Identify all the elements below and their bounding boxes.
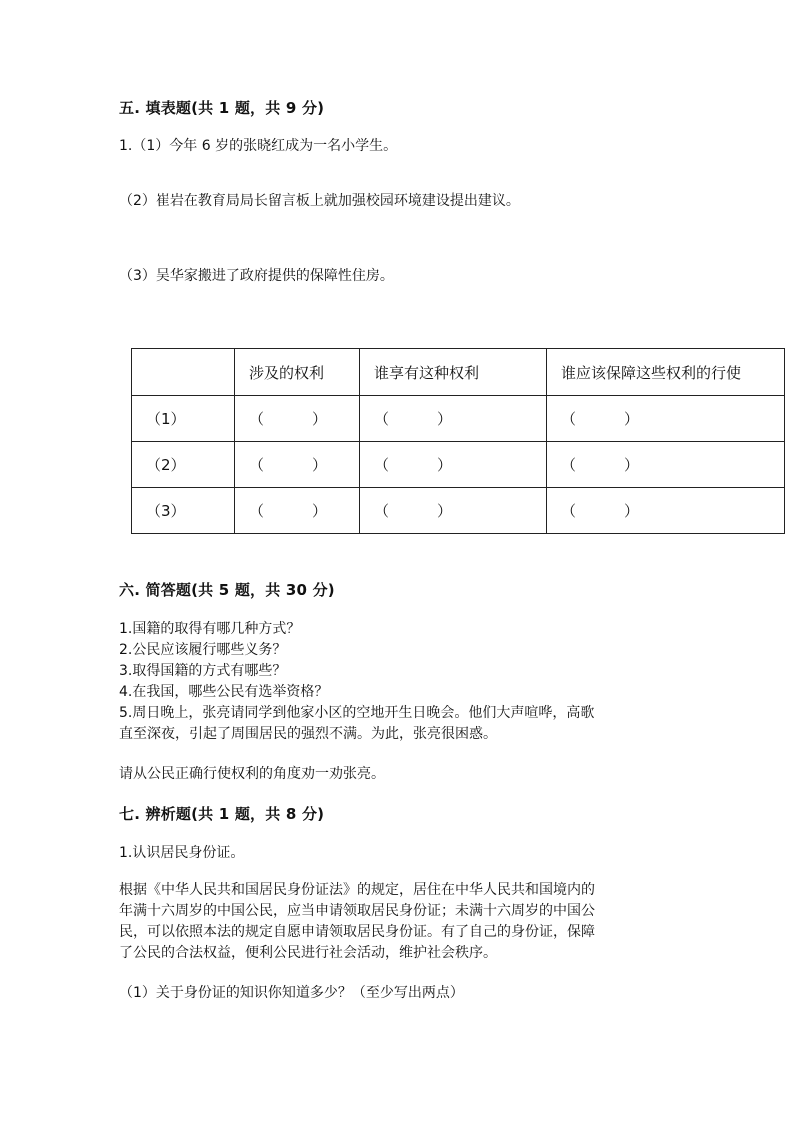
question-6-4: 4.在我国，哪些公民有选举资格？ bbox=[119, 684, 329, 700]
section-5-heading: 五. 填表题(共 1 题，共 9 分) bbox=[119, 99, 325, 117]
question-7-1: 1.认识居民身份证。 bbox=[119, 845, 245, 861]
answer-blank[interactable]: （ ） bbox=[547, 396, 785, 442]
answer-blank[interactable]: （ ） bbox=[235, 488, 360, 534]
row-label: （3） bbox=[132, 488, 235, 534]
rights-table bbox=[131, 348, 785, 534]
table-row bbox=[132, 396, 785, 442]
question-6-5-prompt: 请从公民正确行使权利的角度劝一劝张亮。 bbox=[119, 766, 385, 782]
passage-line-4: 了公民的合法权益，便利公民进行社会活动，维护社会秩序。 bbox=[119, 945, 497, 961]
passage-line-1: 根据《中华人民共和国居民身份证法》的规定，居住在中华人民共和国境内的 bbox=[119, 882, 595, 898]
table-row bbox=[132, 488, 785, 534]
answer-blank[interactable]: （ ） bbox=[547, 442, 785, 488]
passage-line-3: 民，可以依照本法的规定自愿申请领取居民身份证。有了自己的身份证，保障 bbox=[119, 924, 595, 940]
question-6-3: 3.取得国籍的方式有哪些？ bbox=[119, 663, 287, 679]
question-6-5-line-1: 5.周日晚上，张亮请同学到他家小区的空地开生日晚会。他们大声喧哗，高歌 bbox=[119, 705, 595, 721]
answer-blank[interactable]: （ ） bbox=[235, 442, 360, 488]
answer-blank[interactable]: （ ） bbox=[360, 442, 547, 488]
table-header-cell bbox=[132, 349, 235, 396]
passage-line-2: 年满十六周岁的中国公民，应当申请领取居民身份证；未满十六周岁的中国公 bbox=[119, 903, 595, 919]
question-6-2: 2.公民应该履行哪些义务？ bbox=[119, 642, 287, 658]
answer-blank[interactable]: （ ） bbox=[547, 488, 785, 534]
row-label: （2） bbox=[132, 442, 235, 488]
table-header-cell: 涉及的权利 bbox=[235, 349, 360, 396]
question-5-1-part-2: （2）崔岩在教育局局长留言板上就加强校园环境建设提出建议。 bbox=[119, 193, 520, 209]
question-7-1-sub-1: （1）关于身份证的知识你知道多少？（至少写出两点） bbox=[119, 985, 464, 1001]
question-5-1-part-1: 1.（1）今年 6 岁的张晓红成为一名小学生。 bbox=[119, 138, 398, 154]
answer-blank[interactable]: （ ） bbox=[235, 396, 360, 442]
question-6-5-line-2: 直至深夜，引起了周围居民的强烈不满。为此，张亮很困惑。 bbox=[119, 726, 497, 742]
answer-blank[interactable]: （ ） bbox=[360, 396, 547, 442]
table-header-row bbox=[132, 349, 785, 396]
question-5-1-part-3: （3）吴华家搬进了政府提供的保障性住房。 bbox=[119, 268, 394, 284]
section-7-heading: 七. 辨析题(共 1 题，共 8 分) bbox=[119, 805, 325, 823]
table-header-cell: 谁享有这种权利 bbox=[360, 349, 547, 396]
row-label: （1） bbox=[132, 396, 235, 442]
answer-blank[interactable]: （ ） bbox=[360, 488, 547, 534]
question-6-1: 1.国籍的取得有哪几种方式？ bbox=[119, 621, 301, 637]
section-6-heading: 六. 简答题(共 5 题，共 30 分) bbox=[119, 581, 335, 599]
table-header-cell: 谁应该保障这些权利的行使 bbox=[547, 349, 785, 396]
table-row bbox=[132, 442, 785, 488]
